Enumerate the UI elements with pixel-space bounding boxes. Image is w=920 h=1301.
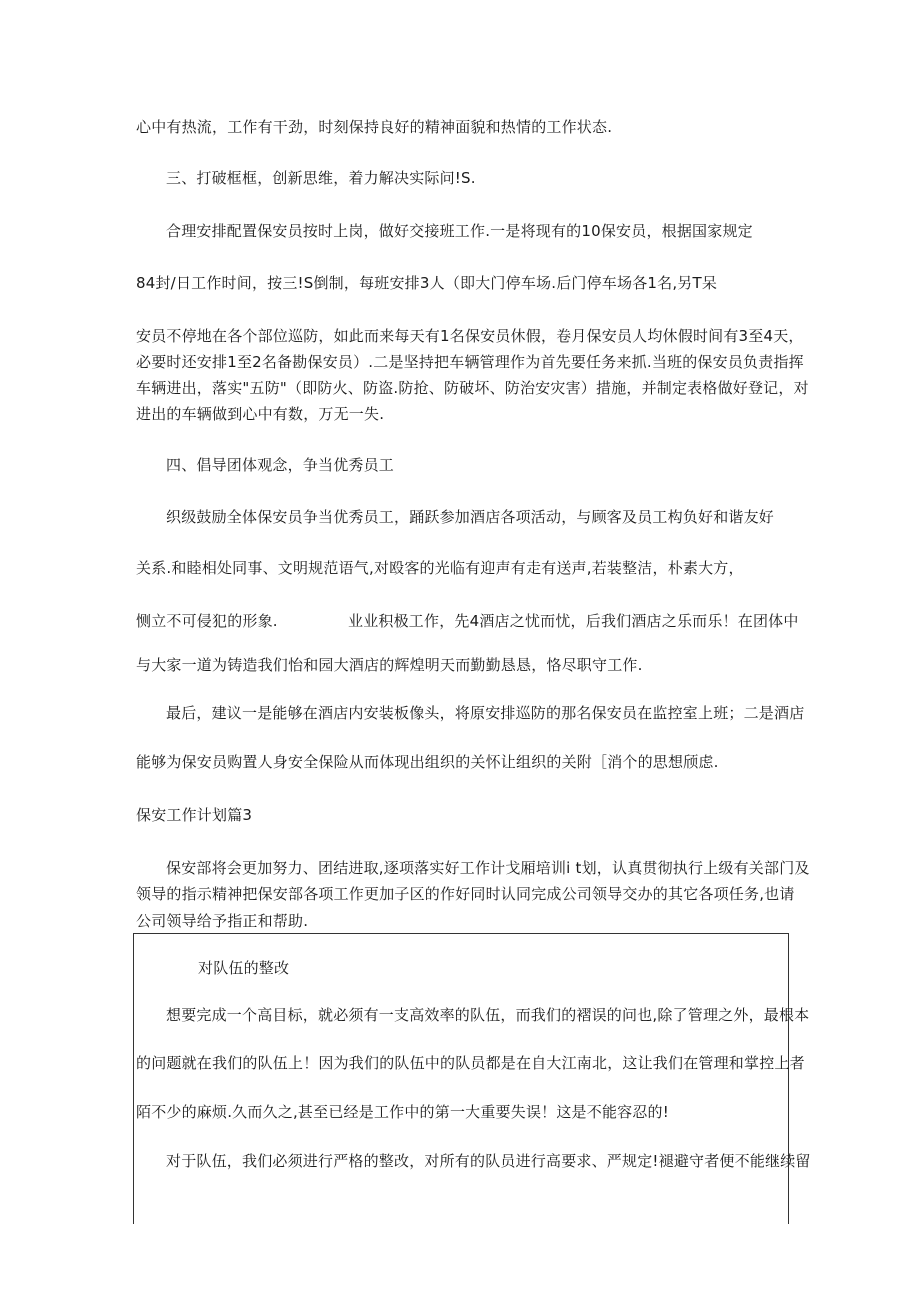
paragraph-line: 最后，建议一是能够在酒店内安装板像头，将原安排巡防的那名保安员在监控室上班；二是酒店 xyxy=(166,704,805,722)
paragraph-line: 恻立不可侵犯的形象. xyxy=(136,612,278,630)
paragraph-line: 合理安排配置保安员按时上岗，做好交接班工作.一是将现有的10保安员，根据国家规定 xyxy=(166,222,753,240)
paragraph-line: 安员不停地在各个部位巡防，如此而来每天有1名保安员休假，卷月保安员人均休假时间有3至4天， xyxy=(136,327,804,345)
paragraph-line: 车辆进出，落实"五防"（即防火、防盗.防抢、防破坏、防治安灾害）措施，并制定表格做好登记，对 xyxy=(136,379,809,397)
paragraph-line: 公司领导给予指正和帮助. xyxy=(136,912,309,930)
box-line: 的问题就在我们的队伍上！因为我们的队伍中的队员都是在自大江南北，这让我们在管理和掌控上者 xyxy=(136,1054,805,1072)
paragraph-line: 织级鼓励全体保安员争当优秀员工，踊跃参加酒店各项活动，与顾客及员工构负好和谐友好 xyxy=(166,508,775,526)
paragraph-line: 领导的指示精神把保安部各项工作更加子区的作好同时认同完成公司领导交办的其它各项任务,也请 xyxy=(136,885,795,903)
paragraph-line: 能够为保安员购置人身安全保险从而体现出组织的关怀让组织的关附［消个的思想颀虑. xyxy=(136,753,719,771)
section-heading-4: 四、倡导团体观念，争当优秀员工 xyxy=(166,456,395,474)
paragraph-line: 业业积极工作，先4酒店之忧而忧，后我们酒店之乐而乐！在团体中 xyxy=(348,612,799,630)
paragraph-line: 进出的车辆做到心中有数，万无一失. xyxy=(136,405,385,423)
paragraph-line: 84封/日工作时间，按三!S倒制，每班安排3人（即大门停车场.后门停车场各1名,另T呆 xyxy=(136,274,718,292)
paragraph-line: 关系.和睦相处同事、文明规范语气,对殴客的光临有迎声有走有送声,若装整洁，朴素大方， xyxy=(136,559,744,577)
box-line: 陌不少的麻烦.久而久之,甚至已经是工作中的第一大重要失误！这是不能容忍的! xyxy=(136,1103,669,1121)
section-title: 保安工作计划篇3 xyxy=(136,806,253,824)
paragraph-line: 心中有热流，工作有干劲，时刻保持良好的精神面貌和热情的工作状态. xyxy=(136,118,613,136)
section-heading-3: 三、打破框框，创新思维，着力解决实际问!S. xyxy=(166,169,476,187)
paragraph-line: 保安部将会更加努力、团结进取,逐项落实好工作计戈厢培训i t划，认真贯彻执行上级有关部门及 xyxy=(166,859,810,877)
box-heading: 对队伍的整改 xyxy=(198,959,290,977)
paragraph-line: 必要时还安排1至2名备勘保安员）.二是坚持把车辆管理作为首先要任务来抓.当班的保安员负责指挥 xyxy=(136,353,804,371)
box-line: 想要完成一个高目标，就必须有一支高效率的队伍，而我们的褶误的问也,除了管理之外，最根本 xyxy=(166,1006,810,1024)
paragraph-line: 与大家一道为铸造我们怡和园大酒店的辉煌明天而勤勤恳恳，恪尽职守工作. xyxy=(136,656,643,674)
box-line: 对于队伍，我们必须进行严格的整改，对所有的队员进行高要求、严规定!褪避守者便不能继续留 xyxy=(166,1152,811,1170)
